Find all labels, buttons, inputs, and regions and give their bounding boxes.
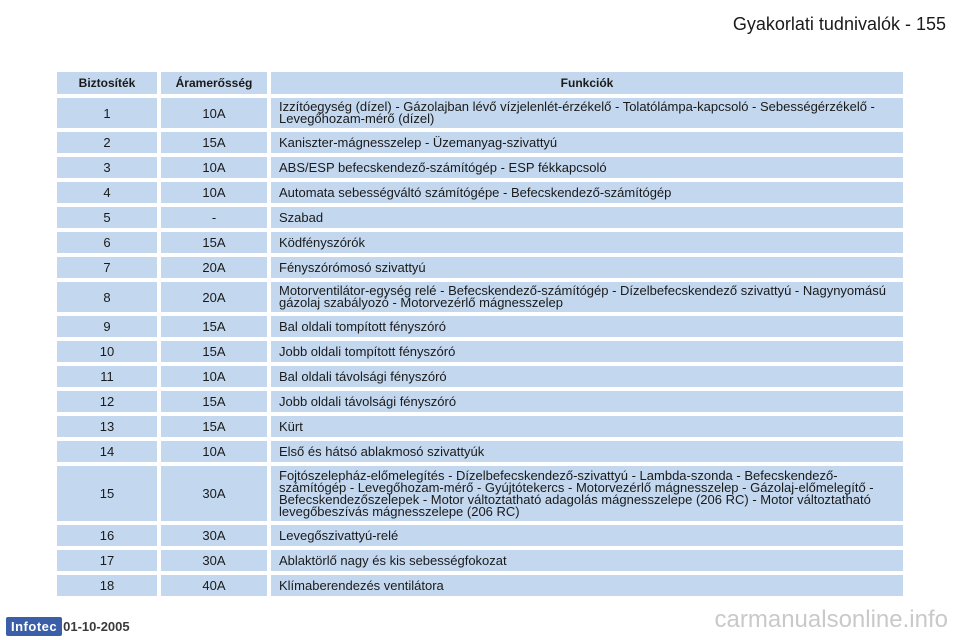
table-row: [57, 257, 903, 278]
table-row: [57, 341, 903, 362]
fuse-amperage: 10A: [157, 441, 267, 462]
fuse-number: 10: [57, 341, 157, 362]
fuse-amperage: 15A: [157, 416, 267, 437]
footer-branding: [6, 617, 130, 636]
table-row: [57, 525, 903, 546]
table-row: [57, 132, 903, 153]
fuse-function: Automata sebességváltó számítógépe - Befecskendező-számítógép: [267, 182, 903, 203]
table-row: [57, 416, 903, 437]
fuse-amperage: 10A: [157, 98, 267, 128]
fuse-function: Bal oldali tompított fényszóró: [267, 316, 903, 337]
fuse-function: Ablaktörlő nagy és kis sebességfokozat: [267, 550, 903, 571]
fuse-amperage: -: [157, 207, 267, 228]
table-row: [57, 316, 903, 337]
table-row: [57, 232, 903, 253]
fuse-number: 15: [57, 466, 157, 521]
page-title: Gyakorlati tudnivalók - 155: [732, 14, 946, 34]
column-header-functions: Funkciók: [267, 72, 903, 94]
fuse-amperage: 10A: [157, 182, 267, 203]
fuse-amperage: 30A: [157, 525, 267, 546]
table-row: [57, 157, 903, 178]
fuse-amperage: 15A: [157, 316, 267, 337]
table-row: [57, 575, 903, 596]
fuse-amperage: 20A: [157, 282, 267, 312]
fuse-amperage: 30A: [157, 550, 267, 571]
column-header-fuse: Biztosíték: [57, 72, 157, 94]
fuse-function: Szabad: [267, 207, 903, 228]
fuse-amperage: 10A: [157, 366, 267, 387]
fuse-number: 6: [57, 232, 157, 253]
fuse-number: 16: [57, 525, 157, 546]
fuse-function: Levegőszivattyú-relé: [267, 525, 903, 546]
fuse-function: Jobb oldali távolsági fényszóró: [267, 391, 903, 412]
fuse-number: 9: [57, 316, 157, 337]
fuse-amperage: 15A: [157, 391, 267, 412]
fuse-function: Klímaberendezés ventilátora: [267, 575, 903, 596]
fuse-function: Kaniszter-mágnesszelep - Üzemanyag-szivattyú: [267, 132, 903, 153]
fuse-amperage: 15A: [157, 341, 267, 362]
fuse-amperage: 15A: [157, 232, 267, 253]
table-row: [57, 282, 903, 312]
fuse-number: 7: [57, 257, 157, 278]
fuse-number: 3: [57, 157, 157, 178]
fuse-number: 4: [57, 182, 157, 203]
fuse-number: 2: [57, 132, 157, 153]
table-row: [57, 98, 903, 128]
fuse-function: Motorventilátor-egység relé - Befecskendező-számítógép - Dízelbefecskendező szivattyú - Nagynyomású gázolaj szabályozó - Motorvezérlő mágnesszelep: [267, 282, 903, 312]
fuse-number: 18: [57, 575, 157, 596]
fuse-function: Izzítóegység (dízel) - Gázolajban lévő vízjelenlét-érzékelő - Tolatólámpa-kapcsoló - Sebességérzékelő - Levegőhozam-mérő (dízel): [267, 98, 903, 128]
fuse-amperage: 40A: [157, 575, 267, 596]
infotec-logo: Infotec: [6, 617, 62, 636]
fuse-number: 11: [57, 366, 157, 387]
fuse-amperage: 15A: [157, 132, 267, 153]
fuse-function: Bal oldali távolsági fényszóró: [267, 366, 903, 387]
fuse-table: [57, 68, 903, 600]
fuse-function: Ködfényszórók: [267, 232, 903, 253]
fuse-number: 8: [57, 282, 157, 312]
table-row: [57, 550, 903, 571]
fuse-function: Első és hátsó ablakmosó szivattyúk: [267, 441, 903, 462]
fuse-number: 14: [57, 441, 157, 462]
column-header-amperage: Áramerősség: [157, 72, 267, 94]
fuse-function: Fényszórómosó szivattyú: [267, 257, 903, 278]
fuse-amperage: 20A: [157, 257, 267, 278]
table-row: [57, 391, 903, 412]
table-row: [57, 441, 903, 462]
fuse-number: 17: [57, 550, 157, 571]
fuse-amperage: 10A: [157, 157, 267, 178]
fuse-function: Fojtószelepház-előmelegítés - Dízelbefecskendező-szivattyú - Lambda-szonda - Befecskendező-számítógép - Levegőhozam-mérő - Gyújtótekercs - Motorvezérlő mágnesszelep - Gázolaj-előmelegítő - Befecskendezőszelepek - Motor változtatható adagolás mágnesszelepe (206 RC) - Motor változtatható levegőbeszívás mágnesszelepe (206 RC): [267, 466, 903, 521]
fuse-function: ABS/ESP befecskendező-számítógép - ESP fékkapcsoló: [267, 157, 903, 178]
fuse-function: Jobb oldali tompított fényszóró: [267, 341, 903, 362]
footer-date: 01-10-2005: [63, 619, 130, 634]
fuse-number: 12: [57, 391, 157, 412]
fuse-function: Kürt: [267, 416, 903, 437]
fuse-amperage: 30A: [157, 466, 267, 521]
fuse-number: 5: [57, 207, 157, 228]
table-row: [57, 366, 903, 387]
table-row: [57, 182, 903, 203]
fuse-number: 1: [57, 98, 157, 128]
table-header-row: [57, 72, 903, 94]
table-row: [57, 207, 903, 228]
watermark: carmanualsonline.info: [714, 606, 948, 633]
table-row: [57, 466, 903, 521]
fuse-number: 13: [57, 416, 157, 437]
